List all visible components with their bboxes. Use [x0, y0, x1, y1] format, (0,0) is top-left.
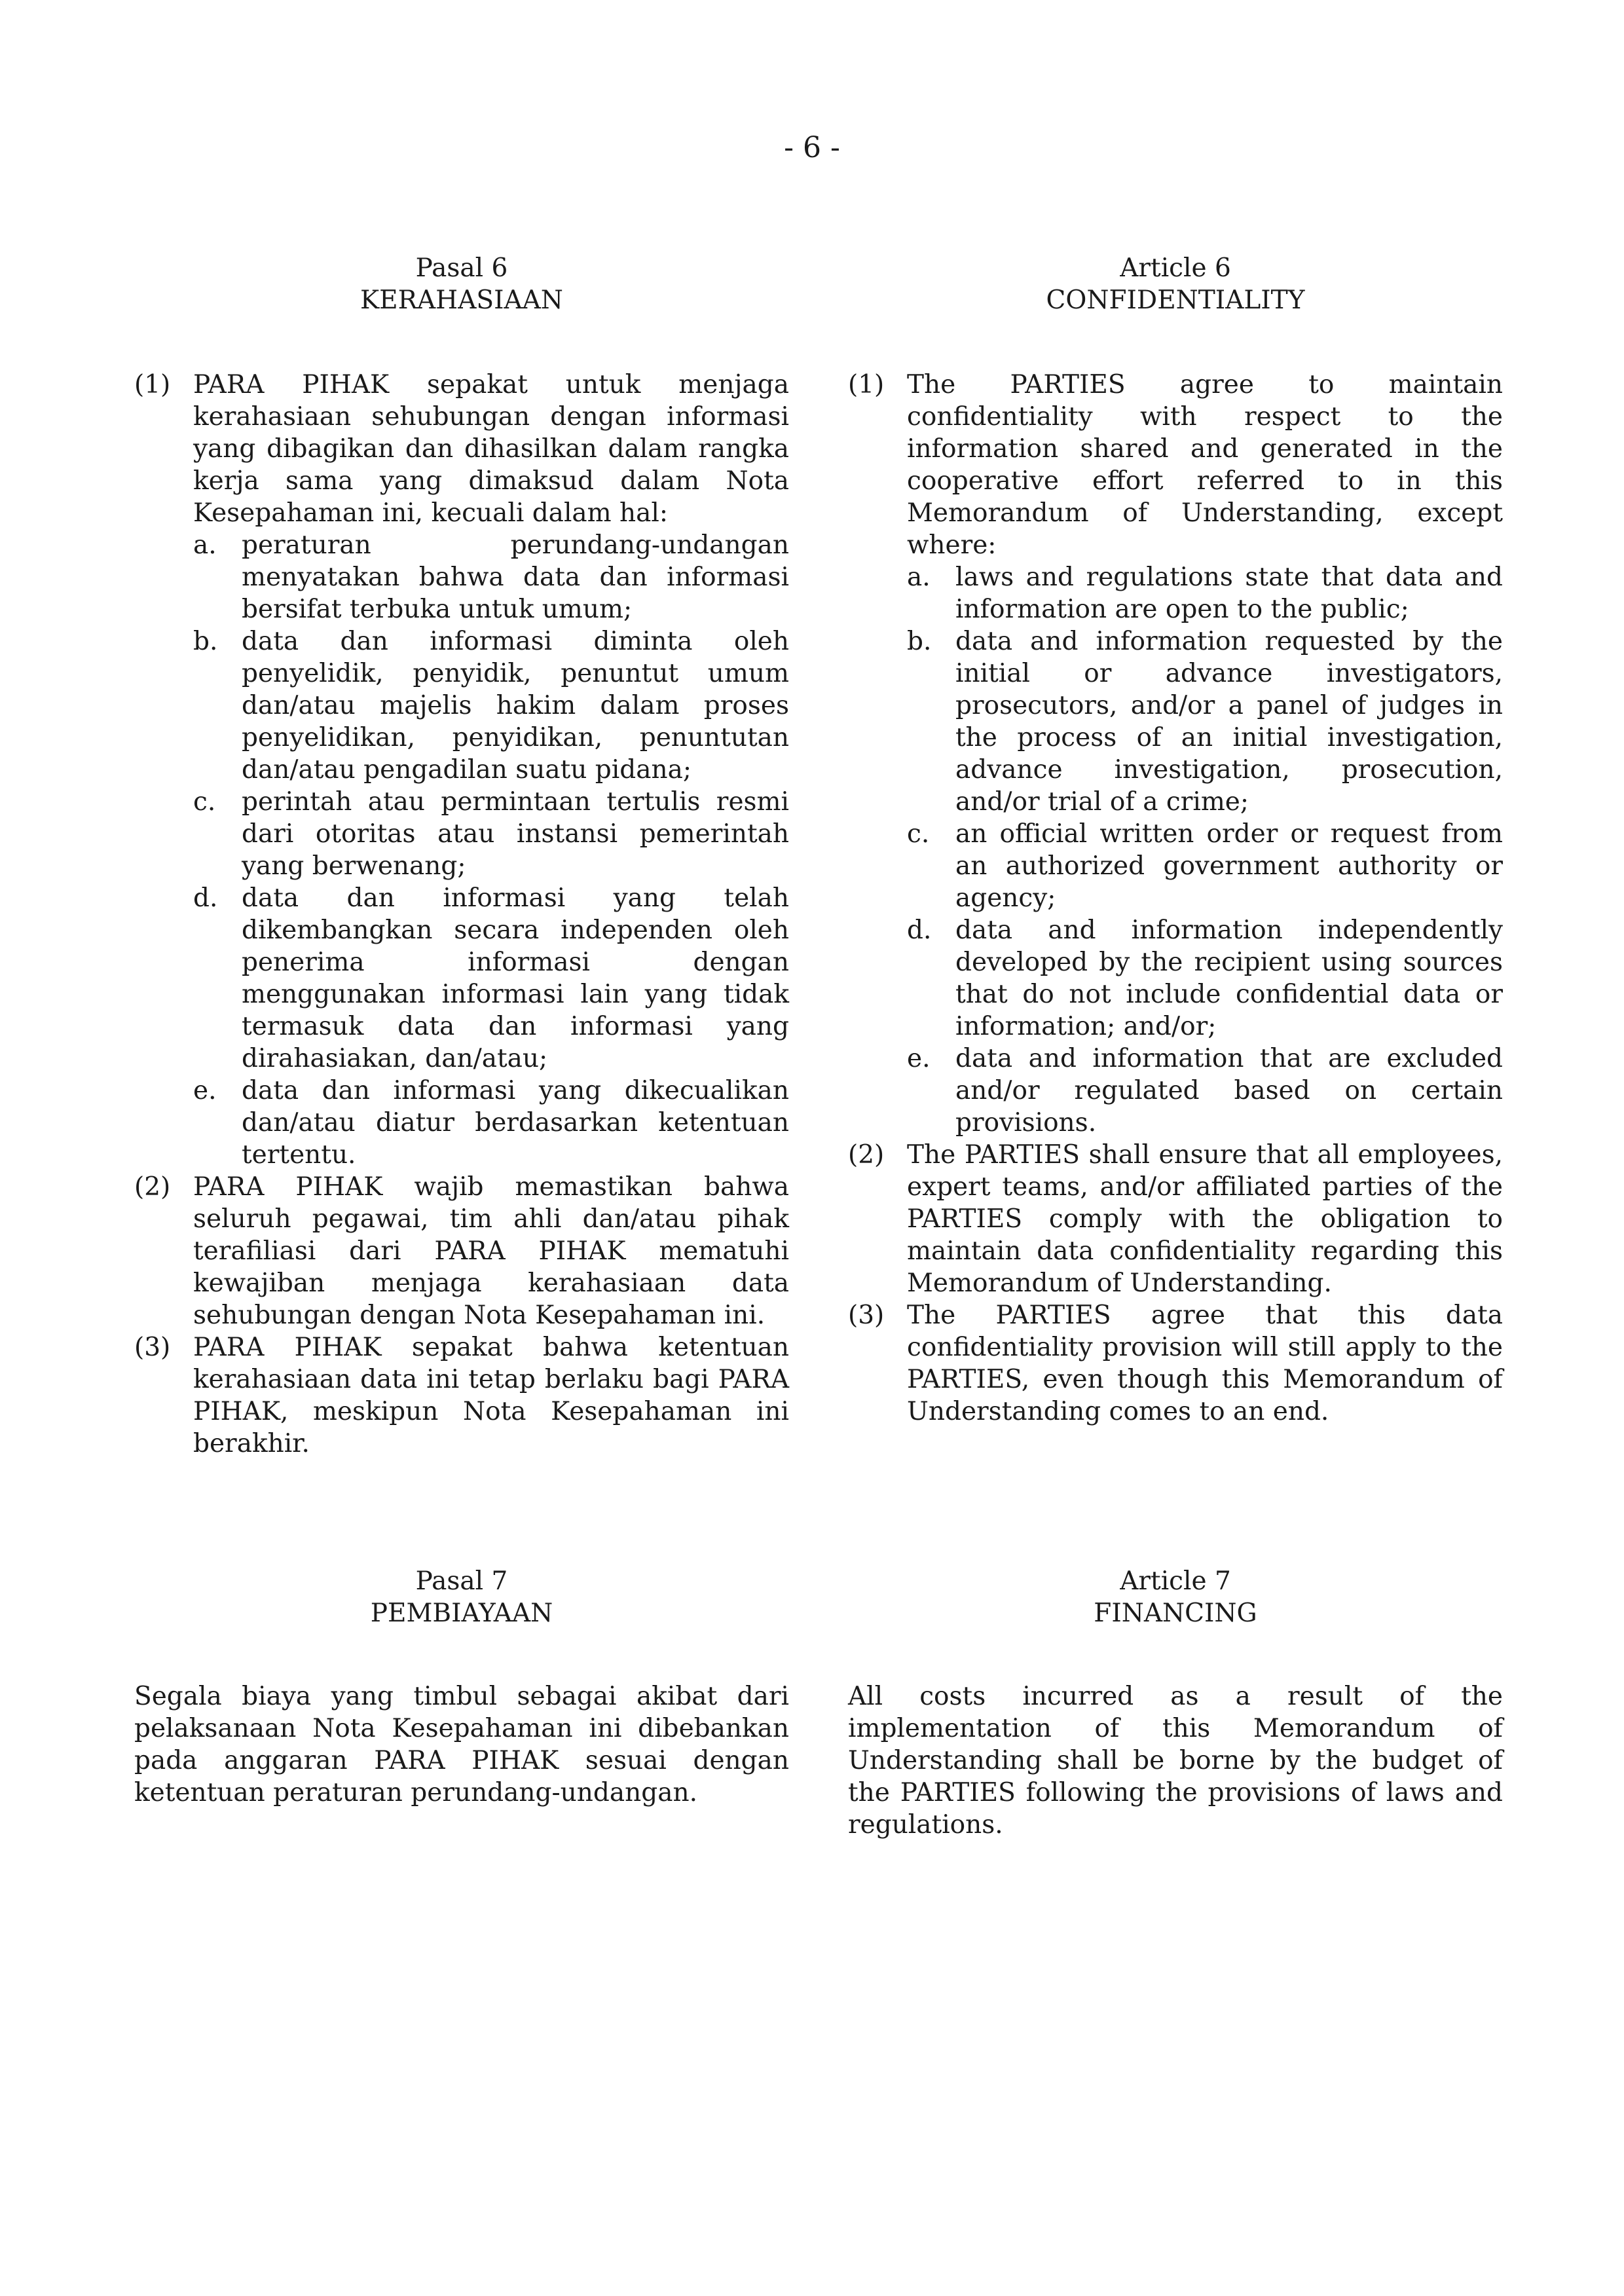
sub-item-letter: a. [907, 563, 931, 592]
paragraph-2 [134, 1171, 789, 1331]
paragraph-text: PARA PIHAK sepakat untuk menjaga kerahasiaan sehubungan dengan informasi yang dibagikan dan dihasilkan dalam rangka kerja sama yang dimaksud dalam Nota Kesepahaman ini, kecuali dalam hal: [193, 370, 789, 528]
article-text: Segala biaya yang timbul sebagai akibat dari pelaksanaan Nota Kesepahaman ini dibebankan pada anggaran PARA PIHAK sesuai dengan ketentuan peraturan perundang-undangan. [134, 1682, 789, 1807]
sub-item-letter: d. [907, 916, 932, 945]
paragraph-number: (1) [134, 370, 171, 399]
sub-item-e [907, 1043, 1503, 1139]
sub-item-letter: b. [907, 627, 932, 656]
article-7-section [848, 1565, 1503, 1841]
paragraph-number: (3) [134, 1333, 171, 1362]
sub-item-text: data dan informasi diminta oleh penyelidik, penyidik, penuntut umum dan/atau majelis hakim dalam proses penyelidikan, penyidikan, penuntutan dan/atau pengadilan suatu pidana; [242, 627, 789, 785]
article-text: All costs incurred as a result of the implementation of this Memorandum of Understanding shall be borne by the budget of the PARTIES following the provisions of laws and regulations. [848, 1682, 1503, 1840]
paragraph-number: (1) [848, 370, 885, 399]
sub-item-text: an official written order or request from an authorized government authority or agency; [955, 819, 1503, 913]
article-heading: Pasal 7 [415, 1566, 508, 1596]
paragraph-text: PARA PIHAK sepakat bahwa ketentuan kerahasiaan data ini tetap berlaku bagi PARA PIHAK, meskipun Nota Kesepahaman ini berakhir. [193, 1333, 789, 1458]
sub-item-text: peraturan perundang-undangan menyatakan bahwa data dan informasi bersifat terbuka untuk umum; [242, 530, 789, 624]
sub-item-text: data dan informasi yang dikecualikan dan/atau diatur berdasarkan ketentuan tertentu. [242, 1076, 789, 1170]
sub-item-a [193, 529, 789, 625]
sub-item-e [193, 1075, 789, 1171]
pasal-7-header [134, 1565, 789, 1629]
paragraph-text: The PARTIES shall ensure that all employees, expert teams, and/or affiliated parties of the PARTIES comply with the obligation to maintain data confidentiality regarding this Memorandum of Understanding. [907, 1140, 1503, 1298]
sub-item-text: perintah atau permintaan tertulis resmi dari otoritas atau instansi pemerintah yang berwenang; [242, 787, 789, 881]
sub-item-c [907, 818, 1503, 914]
article-title: FINANCING [1094, 1599, 1257, 1628]
pasal-6-section [134, 252, 789, 1460]
paragraph-number: (3) [848, 1301, 885, 1330]
sub-item-text: data and information independently developed by the recipient using sources that do not include confidential data or information; and/or; [955, 916, 1503, 1041]
paragraph-2 [848, 1139, 1503, 1299]
article-title: PEMBIAYAAN [370, 1599, 553, 1628]
paragraph-3 [848, 1299, 1503, 1428]
article-heading: Article 7 [1120, 1566, 1231, 1596]
article-6-section [848, 252, 1503, 1428]
sub-item-letter: c. [907, 819, 930, 849]
sub-item-a [907, 561, 1503, 625]
sub-item-letter: e. [193, 1076, 217, 1105]
paragraph-number: (2) [848, 1140, 885, 1170]
page-number: - 6 - [784, 131, 840, 164]
pasal-6-header [134, 252, 789, 316]
sub-item-letter: c. [193, 787, 216, 817]
sub-item-b [907, 625, 1503, 818]
article-6-header [848, 252, 1503, 316]
sub-item-d [193, 882, 789, 1075]
paragraph-1 [848, 369, 1503, 1139]
article-title: CONFIDENTIALITY [1046, 286, 1305, 315]
article-title: KERAHASIAAN [360, 286, 563, 315]
sub-item-text: data dan informasi yang telah dikembangkan secara independen oleh penerima informasi dengan menggunakan informasi lain yang tidak termasuk data dan informasi yang dirahasiakan, dan/atau; [242, 883, 789, 1073]
sub-item-letter: a. [193, 530, 217, 560]
sub-item-letter: d. [193, 883, 218, 913]
article-heading: Pasal 6 [415, 253, 508, 283]
sub-item-text: data and information requested by the initial or advance investigators, prosecutors, and/or a panel of judges in the process of an initial investigation, advance investigation, prosecution, and/or trial of a crime; [955, 627, 1503, 817]
sub-item-text: laws and regulations state that data and information are open to the public; [955, 563, 1503, 624]
sub-item-letter: b. [193, 627, 218, 656]
paragraph-text: The PARTIES agree to maintain confidentiality with respect to the information shared and generated in the cooperative effort referred to in this Memorandum of Understanding, except where: [907, 370, 1503, 560]
sub-item-list [193, 529, 789, 1171]
paragraph-number: (2) [134, 1172, 171, 1202]
article-7-header [848, 1565, 1503, 1629]
sub-item-d [907, 914, 1503, 1043]
sub-item-text: data and information that are excluded and/or regulated based on certain provisions. [955, 1044, 1503, 1138]
sub-item-c [193, 786, 789, 882]
sub-item-b [193, 625, 789, 786]
paragraph-3 [134, 1331, 789, 1460]
paragraph-text: PARA PIHAK wajib memastikan bahwa seluruh pegawai, tim ahli dan/atau pihak terafiliasi dari PARA PIHAK mematuhi kewajiban menjaga kerahasiaan data sehubungan dengan Nota Kesepahaman ini. [193, 1172, 789, 1330]
paragraph-1 [134, 369, 789, 1171]
pasal-7-section [134, 1565, 789, 1809]
sub-item-list [907, 561, 1503, 1139]
article-heading: Article 6 [1120, 253, 1231, 283]
sub-item-letter: e. [907, 1044, 931, 1073]
paragraph-text: The PARTIES agree that this data confidentiality provision will still apply to the PARTIES, even though this Memorandum of Understanding comes to an end. [907, 1301, 1503, 1426]
